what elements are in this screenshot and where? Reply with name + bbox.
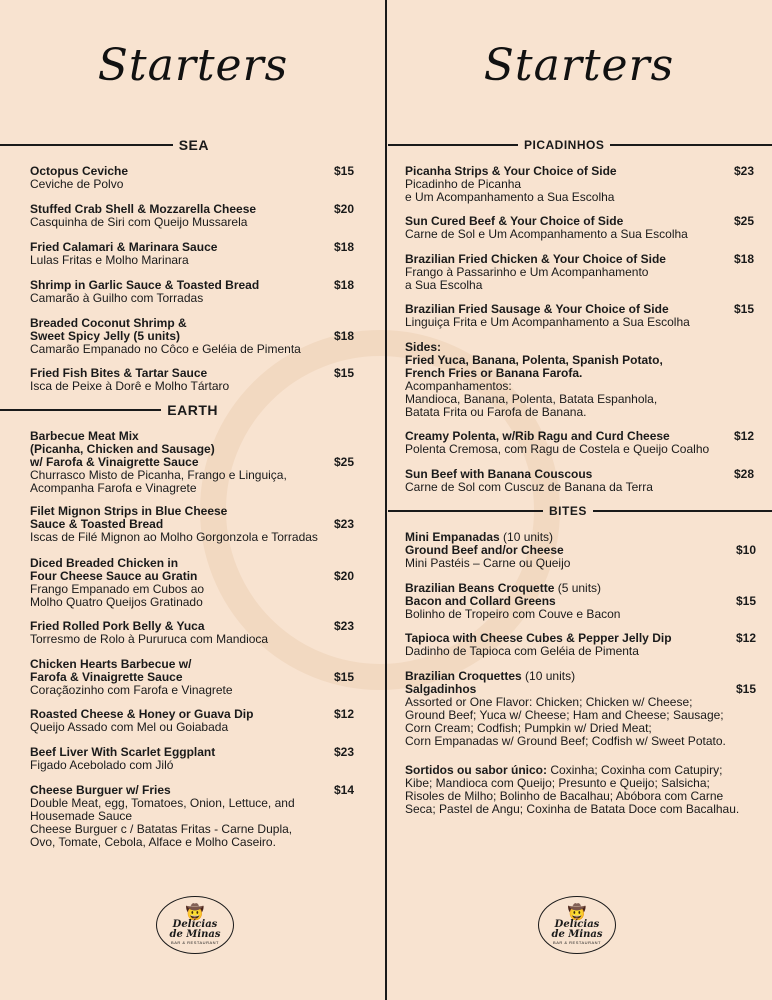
menu-item [30,784,360,849]
menu-item [30,203,360,229]
sortidos-text: Coxinha; Coxinha com Catupiry; Kibe; Mandioca com Queijo; Presunto e Queijo; Salsicha; Risoles de Milho; Bolinho de Bacalhau; Abóbora com Carne Seca; Pastel de Angu; Coxinha de Batata Doce com Bacalhau. [405,763,740,816]
menu-item-description: Polenta Cremosa, com Ragu de Costela e Queijo Coalho [405,442,710,456]
menu-item-description: Coraçãozinho com Farofa e Vinagrete [30,683,233,697]
menu-item-description: Double Meat, egg, Tomatoes, Onion, Lettuce, and Housemade Sauce Cheese Burguer c / Batatas Fritas - Carne Dupla, Ovo, Tomate, Cebola, Alface e Molho Caseiro. [30,796,295,849]
menu-item-price: $12 [736,631,757,645]
menu-item [30,165,360,191]
menu-item-description: Mini Pastéis – Carne ou Queijo [405,556,571,570]
page-title-left: Starters [97,40,289,91]
menu-item-name: Octopus Ceviche [30,164,129,178]
hat-icon: 🤠 [567,903,587,921]
menu-item-name: Diced Breaded Chicken in Four Cheese Sauce au Gratin [30,556,198,583]
logo-text-line2: de Minas [551,928,603,940]
menu-item-description: Lulas Fritas e Molho Marinara [30,253,189,267]
menu-item-description: Bolinho de Tropeiro com Couve e Bacon [405,607,621,621]
menu-item-price: $23 [734,164,755,178]
section-label-picadinhos: PICADINHOS [524,138,605,152]
section-header-bites [388,503,772,519]
menu-item-name: Roasted Cheese & Honey or Guava Dip [30,707,254,721]
menu-item-price: $20 [334,202,355,216]
menu-item-price: $18 [734,252,755,266]
menu-item [405,165,765,204]
menu-item-description: Picadinho de Picanha e Um Acompanhamento a Sua Escolha [405,177,615,204]
menu-item-description: Dadinho de Tapioca com Geléia de Pimenta [405,644,639,658]
menu-item-price: $23 [334,517,355,531]
menu-item [30,241,360,267]
menu-item-name: Cheese Burguer w/ Fries [30,783,171,797]
menu-item-name: Fried Fish Bites & Tartar Sauce [30,366,208,380]
menu-item-price: $25 [334,455,355,469]
menu-item-description: Casquinha de Siri com Queijo Mussarela [30,215,248,229]
menu-item-name: Filet Mignon Strips in Blue Cheese Sauce & Toasted Bread [30,504,228,531]
section-header-picadinhos [388,137,772,153]
menu-item-name: Brazilian Fried Chicken & Your Choice of Side [405,252,666,266]
menu-item-name: Brazilian Croquettes (10 units) [405,669,576,683]
menu-item-name: Creamy Polenta, w/Rib Ragu and Curd Cheese [405,429,670,443]
menu-item [405,531,765,570]
logo-tagline: BAR & RESTAURANT [553,939,601,945]
sortidos-note [405,764,765,816]
menu-item-price: $18 [334,240,355,254]
menu-item-description: Linguiça Frita e Um Acompanhamento a Sua Escolha [405,315,690,329]
menu-item [30,430,360,495]
menu-item-name: Chicken Hearts Barbecue w/ Farofa & Vinaigrette Sauce [30,657,192,684]
menu-item-description: Carne de Sol com Cuscuz de Banana da Terra [405,480,653,494]
logo-text-line1: Delícias [554,918,600,930]
menu-item-price: $15 [734,302,755,316]
menu-item [30,367,360,393]
menu-item-description: Churrasco Misto de Picanha, Frango e Linguiça, Acompanha Farofa e Vinagrete [30,468,287,495]
section-header-sea [0,137,215,153]
menu-item-name: Tapioca with Cheese Cubes & Pepper Jelly Dip [405,631,672,645]
menu-item-description: Camarão à Guilho com Torradas [30,291,204,305]
menu-item [405,582,765,621]
menu-item-description: Frango Empanado em Cubos ao Molho Quatro Queijos Gratinado [30,582,205,609]
section-header-earth [0,402,232,418]
menu-item [405,632,765,658]
menu-item-name: Sun Beef with Banana Couscous [405,467,593,481]
menu-item-subname: Bacon and Collard Greens [405,594,556,608]
menu-item-name: Stuffed Crab Shell & Mozzarella Cheese [30,202,257,216]
menu-item-price: $15 [334,670,355,684]
menu-item-description: Carne de Sol e Um Acompanhamento a Sua Escolha [405,227,688,241]
menu-item-name: Sun Cured Beef & Your Choice of Side [405,214,624,228]
section-label-sea: SEA [178,137,209,153]
menu-item [30,279,360,305]
menu-item [30,746,360,772]
section-label-earth: EARTH [167,402,218,418]
menu-item [405,341,765,419]
right-column [386,0,772,1000]
menu-item [30,505,360,544]
menu-item-subname: Ground Beef and/or Cheese [405,543,564,557]
menu-item [405,253,765,292]
menu-item-subname: Salgadinhos [405,682,477,696]
menu-item-description: Camarão Empanado no Côco e Geléia de Pimenta [30,342,301,356]
menu-item-name: Barbecue Meat Mix (Picanha, Chicken and Sausage) w/ Farofa & Vinaigrette Sauce [30,429,215,469]
menu-item-name: Breaded Coconut Shrimp & Sweet Spicy Jelly (5 units) [30,316,187,343]
section-label-bites: BITES [549,504,587,518]
menu-item-price: $15 [334,366,355,380]
menu-item [30,708,360,734]
menu-item [405,670,765,748]
menu-item-description: Acompanhamentos: Mandioca, Banana, Polenta, Batata Espanhola, Batata Frita ou Farofa de Banana. [405,379,658,419]
sortidos-label: Sortidos ou sabor único: [405,763,548,777]
logo-tagline: BAR & RESTAURANT [171,939,219,945]
menu-item-description: Iscas de Filé Mignon ao Molho Gorgonzola e Torradas [30,530,318,544]
menu-item-name: Brazilian Beans Croquette (5 units) [405,581,602,595]
menu-item-price: $12 [734,429,755,443]
menu-item-name: Fried Rolled Pork Belly & Yuca [30,619,205,633]
menu-item-name: Brazilian Fried Sausage & Your Choice of Side [405,302,669,316]
hat-icon: 🤠 [185,903,205,921]
menu-item-price: $25 [734,214,755,228]
menu-item [405,468,765,494]
menu-item-units: (10 units) [521,669,576,683]
menu-item [405,215,765,241]
menu-item-price: $20 [334,569,355,583]
logo-text-line1: Delícias [172,918,218,930]
menu-item-description: Assorted or One Flavor: Chicken; Chicken w/ Cheese; Ground Beef; Yuca w/ Cheese; Ham and Cheese; Sausage; Corn Cream; Codfish; Pumpkin w/ Dried Meat; Corn Empanadas w/ Ground Beef; Codfish w/ Sweet Potato. [405,695,726,748]
menu-item [30,317,360,356]
menu-item-price: $23 [334,619,355,633]
menu-item-name: Fried Calamari & Marinara Sauce [30,240,218,254]
menu-item [405,430,765,456]
menu-item-name: Beef Liver With Scarlet Eggplant [30,745,216,759]
menu-item-price: $15 [736,682,757,696]
menu-item [30,620,360,646]
menu-item-price: $18 [334,278,355,292]
menu-item [405,303,765,329]
menu-item-name: Mini Empanadas (10 units) [405,530,554,544]
menu-item-price: $23 [334,745,355,759]
page-title-right: Starters [483,40,675,91]
menu-item-description: Isca de Peixe à Dorê e Molho Tártaro [30,379,230,393]
menu-item-name: Sides: Fried Yuca, Banana, Polenta, Spanish Potato, French Fries or Banana Farofa. [405,340,663,380]
menu-item-price: $12 [334,707,355,721]
restaurant-logo-left [156,896,234,954]
menu-item-description: Frango à Passarinho e Um Acompanhamento a Sua Escolha [405,265,649,292]
menu-item-price: $10 [736,543,757,557]
menu-item-name: Shrimp in Garlic Sauce & Toasted Bread [30,278,260,292]
menu-item-units: (10 units) [499,530,554,544]
menu-item-price: $28 [734,467,755,481]
menu-item-description: Figado Acebolado com Jiló [30,758,174,772]
menu-item-name: Picanha Strips & Your Choice of Side [405,164,617,178]
menu-item-price: $18 [334,329,355,343]
menu-item-units: (5 units) [554,581,602,595]
restaurant-logo-right [538,896,616,954]
menu-item-price: $15 [736,594,757,608]
menu-item-description: Ceviche de Polvo [30,177,124,191]
menu-item [30,557,360,609]
menu-item-price: $14 [334,783,355,797]
menu-item-description: Queijo Assado com Mel ou Goiabada [30,720,229,734]
menu-item-price: $15 [334,164,355,178]
logo-text-line2: de Minas [169,928,221,940]
menu-item [30,658,360,697]
menu-item-description: Torresmo de Rolo à Pururuca com Mandioca [30,632,269,646]
